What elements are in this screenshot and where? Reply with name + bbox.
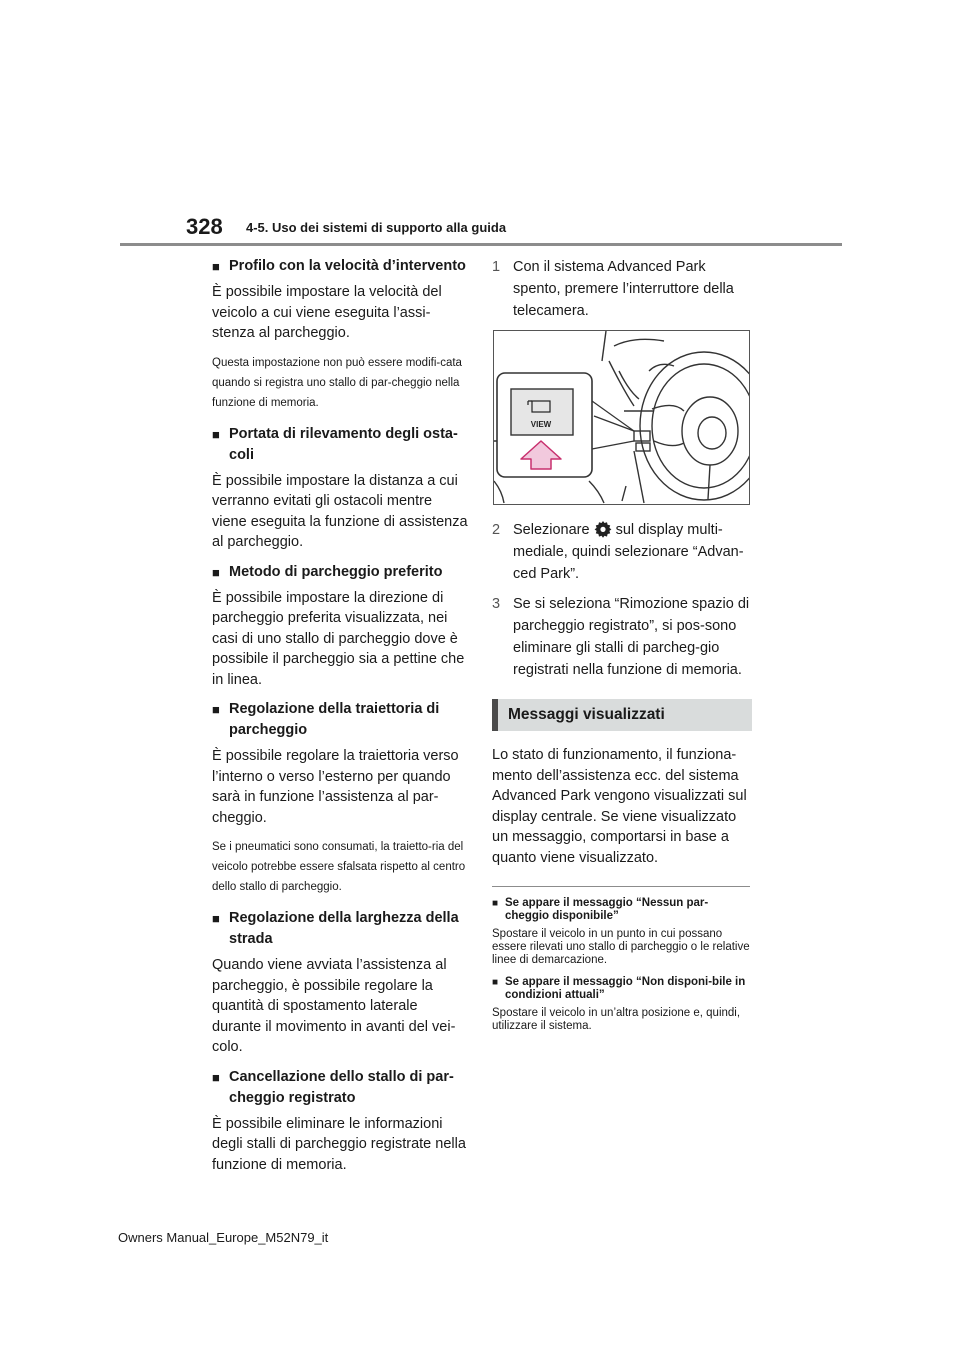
step-number: 3 [492, 596, 501, 612]
dashboard-drawing [494, 331, 749, 504]
square-bullet-icon: ■ [492, 898, 499, 909]
step-text: sul display multi-mediale, quindi selezionare “Advan-ced Park”. [513, 522, 744, 582]
step-text: Selezionare [513, 522, 590, 538]
section-banner: Messaggi visualizzati [492, 699, 752, 731]
subsection-heading: ■ Portata di rilevamento degli osta-coli [212, 424, 468, 466]
right-column [492, 256, 752, 1042]
step-item [492, 256, 752, 322]
square-bullet-icon: ■ [212, 564, 220, 580]
subsection-heading: ■ Profilo con la velocità d’intervento [212, 256, 468, 277]
step-number: 2 [492, 522, 501, 538]
note-text: Questa impostazione non può essere modifi-cata quando si registra uno stallo di par-cheggio nella funzione di memoria. [212, 356, 462, 409]
square-bullet-icon: ■ [212, 911, 220, 926]
body-text: È possibile impostare la distanza a cui verranno evitati gli ostacoli mentre viene eseguita la funzione di assistenza al parcheggio. [212, 472, 468, 550]
step-text: Con il sistema Advanced Park spento, premere l’interruttore della telecamera. [513, 259, 734, 319]
header-divider [120, 243, 842, 246]
square-bullet-icon: ■ [212, 1069, 220, 1085]
step-item [492, 593, 752, 681]
note-text: Se i pneumatici sono consumati, la traietto-ria del veicolo potrebbe essere sfalsata rispetto al centro dello stallo di parcheggio. [212, 841, 466, 893]
message-body: Spostare il veicolo in un’altra posizione e, quindi, utilizzare il sistema. [492, 1007, 741, 1032]
left-column [212, 256, 468, 1184]
body-text: È possibile impostare la velocità del veicolo a cui viene eseguita l’assi-stenza al parcheggio. [212, 284, 442, 341]
step-number: 1 [492, 259, 501, 275]
message-body: Spostare il veicolo in un punto in cui possano essere rilevati uno stallo di parcheggio o le relative linee di demarcazione. [492, 928, 750, 966]
step-text: Se si seleziona “Rimozione spazio di parcheggio registrato”, si pos-sono eliminare gli stalli di parcheg-gio registrati nella funzione di memoria. [513, 596, 750, 678]
view-button-label: VIEW [530, 420, 552, 429]
body-text: È possibile eliminare le informazioni degli stalli di parcheggio registrate nella funzione di memoria. [212, 1115, 466, 1173]
step-item [492, 519, 752, 585]
page-number: 328 [186, 214, 223, 239]
square-bullet-icon: ■ [212, 259, 220, 274]
intro-text: Lo stato di funzionamento, il funziona-mento dell’assistenza ecc. del sistema Advanced Park vengono visualizzati sul display centrale. Se viene visualizzato un messaggio, comportarsi in base a quanto viene visualizzato. [492, 747, 747, 866]
subsection-heading: ■ Cancellazione dello stallo di par-cheggio registrato [212, 1067, 468, 1109]
subsection-heading: ■ Metodo di parcheggio preferito [212, 562, 468, 583]
square-bullet-icon: ■ [492, 977, 499, 988]
section-title: 4-5. Uso dei sistemi di supporto alla guida [246, 220, 507, 235]
square-bullet-icon: ■ [212, 426, 220, 442]
body-text: È possibile impostare la direzione di parcheggio preferita visualizzata, nei casi di uno stallo di parcheggio dove è possibile il parcheggio sia a pettine che in linea. [212, 589, 465, 688]
subsection-heading: ■ Regolazione della traiettoria di parcheggio [212, 699, 468, 741]
gear-icon [594, 520, 612, 538]
body-text: Quando viene avviata l’assistenza al parcheggio, è possibile regolare la quantità di spostamento laterale durante il movimento in avanti del vei-colo. [212, 957, 456, 1055]
square-bullet-icon: ■ [212, 702, 220, 717]
divider [492, 886, 750, 887]
subsection-heading: ■ Regolazione della larghezza della strada [212, 908, 468, 950]
footer-text: Owners Manual_Europe_M52N79_it [118, 1230, 329, 1245]
steering-wheel-illustration [493, 330, 750, 505]
body-text: È possibile regolare la traiettoria verso l’interno o verso l’esterno per quando sarà in funzione l’assistenza al par-cheggio. [212, 748, 459, 826]
message-heading: ■ Se appare il messaggio “Non disponi-bile in condizioni attuali” [492, 976, 746, 1001]
message-heading: ■ Se appare il messaggio “Nessun par-cheggio disponibile” [492, 897, 709, 922]
